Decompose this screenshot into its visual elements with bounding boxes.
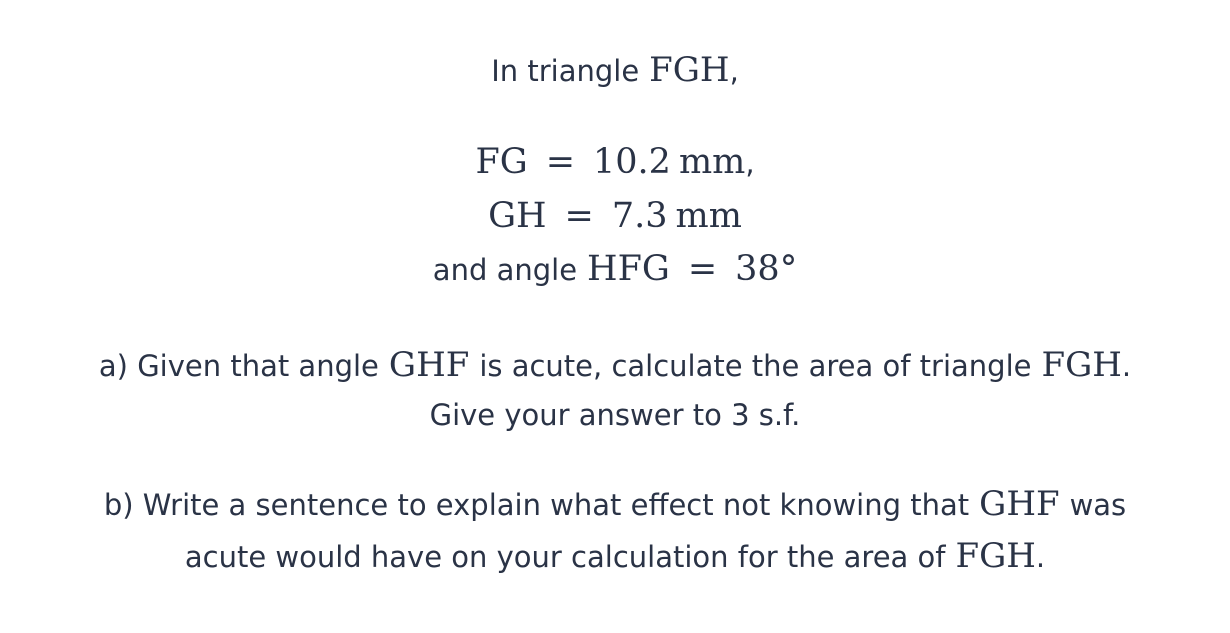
fg-op: = bbox=[545, 142, 576, 182]
fg-value: 10.2 bbox=[593, 142, 671, 182]
given-angle-hfg bbox=[0, 249, 1230, 290]
hfg-op: = bbox=[687, 249, 718, 289]
intro-text: In triangle bbox=[491, 54, 640, 88]
gh-op: = bbox=[564, 196, 594, 236]
part-b-line1 bbox=[0, 484, 1230, 525]
part-a-end: . bbox=[1121, 349, 1132, 383]
part-b-end: . bbox=[1035, 540, 1046, 574]
part-a-instruction: Give your answer to 3 s.f. bbox=[429, 398, 801, 432]
part-b-angle: GHF bbox=[979, 484, 1060, 524]
fg-punct: , bbox=[745, 146, 755, 180]
given-fg bbox=[0, 142, 1230, 183]
angle-prefix: and angle bbox=[432, 253, 578, 287]
part-a-line2 bbox=[0, 395, 1230, 435]
intro-triangle: FGH bbox=[649, 50, 730, 90]
part-a-pre: a) Given that angle bbox=[98, 349, 379, 383]
intro-line bbox=[0, 50, 1230, 91]
part-a-angle: GHF bbox=[388, 345, 470, 385]
part-b-line2 bbox=[0, 536, 1230, 577]
part-b-line2-pre: acute would have on your calculation for the area of bbox=[184, 540, 946, 574]
part-a-triangle: FGH bbox=[1041, 345, 1122, 385]
part-a-mid: is acute, calculate the area of triangle bbox=[479, 349, 1032, 383]
fg-unit: mm bbox=[678, 142, 746, 182]
part-b-triangle: FGH bbox=[955, 536, 1036, 576]
gh-lhs: GH bbox=[488, 196, 547, 236]
part-b-pre: b) Write a sentence to explain what effect not knowing that bbox=[103, 488, 970, 522]
fg-lhs: FG bbox=[475, 142, 528, 182]
gh-value: 7.3 bbox=[611, 196, 668, 236]
hfg-lhs: HFG bbox=[587, 249, 670, 289]
given-gh bbox=[0, 196, 1230, 237]
hfg-value: 38° bbox=[735, 249, 798, 289]
part-a-line1 bbox=[0, 345, 1230, 386]
intro-punct: , bbox=[729, 54, 739, 88]
gh-unit: mm bbox=[675, 196, 742, 236]
part-b-post: was bbox=[1069, 488, 1127, 522]
